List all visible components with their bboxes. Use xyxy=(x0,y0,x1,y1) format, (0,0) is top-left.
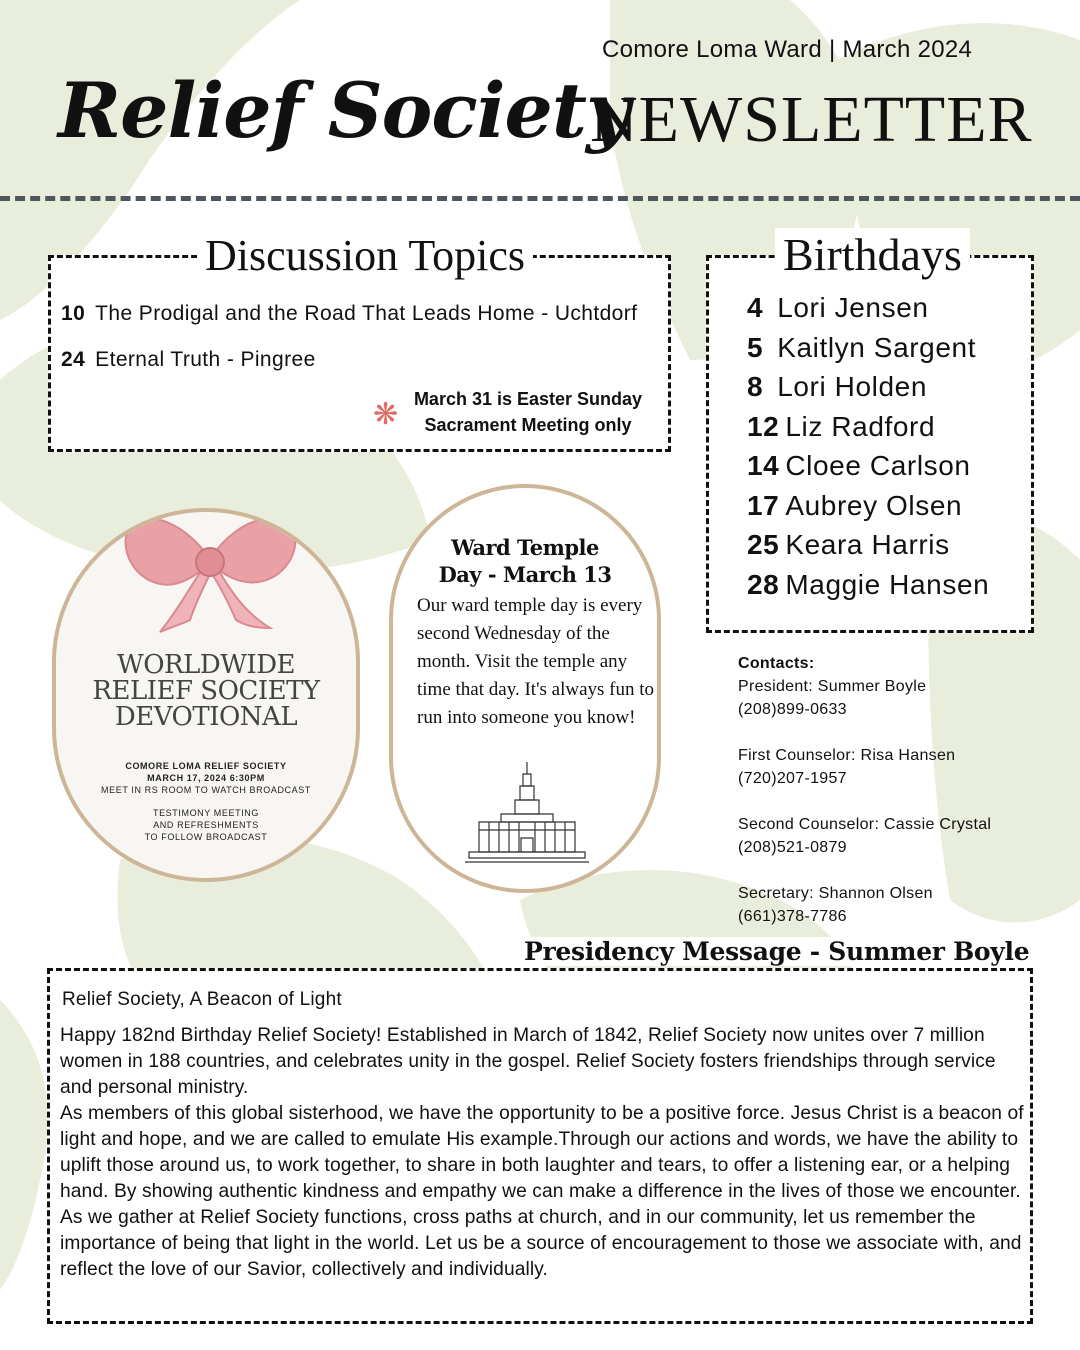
birthday-name: Lori Holden xyxy=(777,371,927,402)
easter-note-line2: Sacrament Meeting only xyxy=(424,415,632,435)
discussion-topics-title: Discussion Topics xyxy=(197,230,533,281)
presidency-message-subtitle: Relief Society, A Beacon of Light xyxy=(62,989,342,1010)
contact-phone[interactable]: (208)521-0879 xyxy=(738,839,847,856)
devotional-title-line2: RELIEF SOCIETY xyxy=(92,676,320,706)
birthday-name: Cloee Carlson xyxy=(785,450,971,481)
birthday-item xyxy=(747,448,971,484)
ward-date-line: Comore Loma Ward | March 2024 xyxy=(602,36,973,63)
birthday-day: 4 xyxy=(747,292,764,323)
topic-text: Eternal Truth - Pingree xyxy=(95,348,316,371)
temple-icon xyxy=(465,760,589,864)
easter-note-line1: March 31 is Easter Sunday xyxy=(413,389,643,409)
birthday-day: 12 xyxy=(747,411,780,442)
presidency-paragraph: As we gather at Relief Society functions, cross paths at church, and in our community, let us remember the importance of being that light in the world. Let us be a source of encouragement to those we associate with, and reflect the love of our Savior, collectively and individually. xyxy=(60,1207,1022,1280)
birthday-day: 8 xyxy=(747,371,764,402)
birthday-item xyxy=(747,290,929,326)
presidency-message-box xyxy=(47,937,1033,1324)
temple-day-title xyxy=(393,534,657,588)
temple-day-text: Our ward temple day is every second Wednesday of the month. Visit the temple any time that day. It's always fun to run into someone you know! xyxy=(417,595,654,728)
contact-phone[interactable]: (720)207-1957 xyxy=(738,770,847,787)
devotional-org: COMORE LOMA RELIEF SOCIETY xyxy=(125,761,287,771)
devotional-after-line3: TO FOLLOW BROADCAST xyxy=(144,832,268,842)
contact-role: President: Summer Boyle xyxy=(738,678,927,695)
devotional-after-line1: TESTIMONY MEETING xyxy=(152,808,260,818)
contact-phone[interactable]: (661)378-7786 xyxy=(738,908,847,925)
presidency-paragraph: As members of this global sisterhood, we have the opportunity to be a positive force. Jesus Christ is a beacon of light and hope, and we are called to emulate His example.Through our actions and words, we have the ability to uplift those around us, to work together, to share in both laughter and tears, to offer a listening ear, or a helping hand. By showing authentic kindness and empathy we can make a difference in the lives of those we encounter. xyxy=(60,1103,1024,1202)
devotional-title-line3: DEVOTIONAL xyxy=(114,702,298,732)
birthday-item xyxy=(747,369,927,405)
contact-role: First Counselor: Risa Hansen xyxy=(738,747,956,764)
contact-role: Secretary: Shannon Olsen xyxy=(738,885,933,902)
birthday-day: 28 xyxy=(747,569,780,600)
presidency-message-title: Presidency Message - Summer Boyle xyxy=(516,937,1037,966)
title-newsletter: NEWSLETTER xyxy=(590,83,1033,156)
birthday-name: Lori Jensen xyxy=(777,292,929,323)
birthday-name: Maggie Hansen xyxy=(785,569,990,600)
topic-day: 24 xyxy=(61,348,86,371)
birthday-name: Aubrey Olsen xyxy=(785,490,963,521)
easter-note-text xyxy=(403,386,653,438)
contact-phone[interactable]: (208)899-0633 xyxy=(738,701,847,718)
birthday-day: 25 xyxy=(747,529,780,560)
birthday-item xyxy=(747,527,950,563)
bow-icon xyxy=(120,508,300,638)
presidency-paragraph: Happy 182nd Birthday Relief Society! Established in March of 1842, Relief Society now unites over 7 million women in 188 countries, and celebrates unity in the gospel. Relief Society fosters friendships through service and personal ministry. xyxy=(60,1025,996,1098)
birthdays-title: Birthdays xyxy=(775,228,970,281)
temple-title-line2: Day - March 13 xyxy=(438,562,612,587)
birthday-day: 5 xyxy=(747,332,764,363)
topic-text: The Prodigal and the Road That Leads Home - Uchtdorf xyxy=(95,302,638,325)
devotional-after-line2: AND REFRESHMENTS xyxy=(153,820,259,830)
devotional-title xyxy=(56,652,356,730)
birthday-item xyxy=(747,409,935,445)
birthdays-box xyxy=(706,229,1034,633)
birthday-name: Keara Harris xyxy=(785,529,950,560)
birthday-name: Kaitlyn Sargent xyxy=(777,332,977,363)
birthday-day: 17 xyxy=(747,490,780,521)
topic-day: 10 xyxy=(61,302,86,325)
devotional-card xyxy=(52,508,360,882)
birthday-item xyxy=(747,488,962,524)
devotional-title-line1: WORLDWIDE xyxy=(116,650,296,680)
presidency-message-body xyxy=(60,1023,1026,1283)
birthday-item xyxy=(747,330,976,366)
asterisk-icon: ❋ xyxy=(373,398,399,431)
temple-title-line1: Ward Temple xyxy=(451,535,599,560)
discussion-topics-box xyxy=(48,231,671,452)
temple-day-card xyxy=(389,484,661,893)
devotional-location: MEET IN RS ROOM TO WATCH BROADCAST xyxy=(101,785,311,795)
topic-item xyxy=(61,348,316,372)
birthday-name: Liz Radford xyxy=(785,411,936,442)
birthday-item xyxy=(747,567,989,603)
birthday-day: 14 xyxy=(747,450,780,481)
title-relief-society: Relief Society xyxy=(58,66,630,155)
contacts-block xyxy=(738,652,1058,928)
contact-role: Second Counselor: Cassie Crystal xyxy=(738,816,992,833)
topic-item xyxy=(61,302,637,326)
devotional-datetime: MARCH 17, 2024 6:30PM xyxy=(147,773,265,783)
contacts-heading: Contacts: xyxy=(738,655,815,672)
header-divider xyxy=(0,196,1080,201)
